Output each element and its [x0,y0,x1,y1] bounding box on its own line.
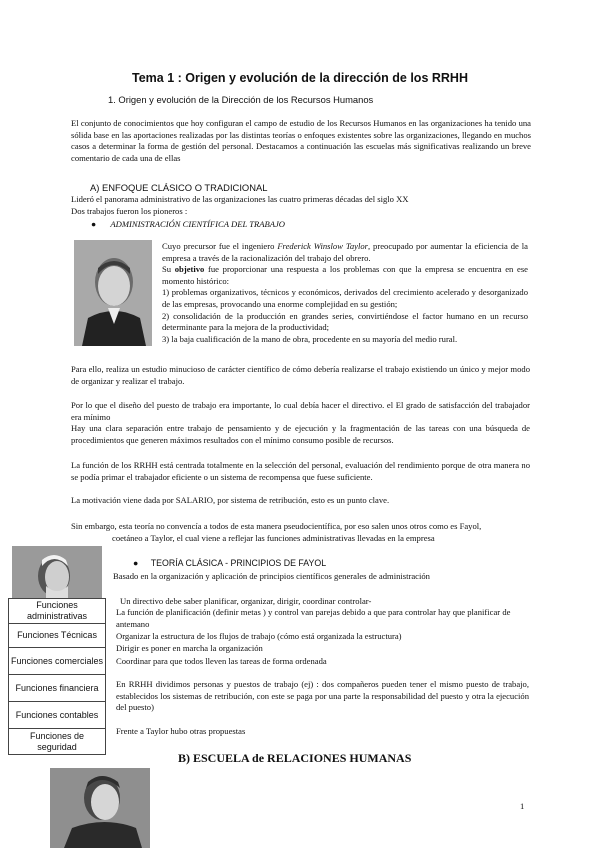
taylor-p1 [162,241,528,264]
paragraph-1: Para ello, realiza un estudio minucioso de carácter científico de cómo debería realizarse el trabajo existiendo un único y mejor modo de organizar y realizar el trabajo. [71,364,530,386]
intro-paragraph: El conjunto de conocimientos que hoy configuran el campo de estudio de los Recursos Humanos en las organizaciones ha tenido una sólida base en las aportaciones realizadas por las distintas teorías o enfoques existentes sobre las organizaciones, llegando en muchos casos a determinar la forma de gestión del personal. Destacamos a continuación las escuelas más significativas realizando un breve comentario de cada una de ellas [71,118,531,163]
paragraph-2a: Por lo que el diseño del puesto de trabajo era importante, lo cual debía hacer el directivo. el El grado de satisfacción del trabajador era mínimo [71,400,530,422]
taylor-p3: 1) problemas organizativos, técnicos y económicos, derivados del crecimiento acelerado y desorganizado de las empresas, provocando una enorme complejidad en su gestión; [162,287,528,309]
fayol-line6: En RRHH dividimos personas y puestos de trabajo (ej) : dos compañeros pueden tener el mismo puesto de trabajo, establecidos los sistemas de retribución, con este se paga por una parte la responsabilidad del puesto y otra la ejecución del puesto) [116,679,529,713]
page-subtitle: 1. Origen y evolución de la Dirección de los Recursos Humanos [108,94,374,105]
bullet-icon: ● [91,219,97,229]
bullet-text: ADMINISTRACIÓN CIENTÍFICA DEL TRABAJO [110,219,286,229]
function-item: Funciones financiera [8,675,106,702]
page-number: 1 [520,801,525,811]
section-a-line1: Lideró el panorama administrativo de las organizaciones las cuatro primeras décadas del siglo XX [71,194,409,204]
section-a-line2: Dos trabajos fueron los pioneros : [71,206,188,216]
taylor-block [162,241,528,345]
section-b-heading: B) ESCUELA de RELACIONES HUMANAS [178,751,412,765]
fayol-portrait [12,546,102,598]
taylor-portrait [74,240,152,346]
function-item: Funciones Técnicas [8,624,106,648]
section-a-heading: A) ENFOQUE CLÁSICO O TRADICIONAL [90,182,268,193]
function-item: Funciones contables [8,702,106,729]
fayol-line2: La función de planificación (definir metas ) y control van parejas debido a que para controlar hay que planificar de antemano [116,607,511,629]
paragraph-5a: Sin embargo, esta teoría no convencía a todos de esta manera pseudocientífica, por eso salen unos otros como es Fayol, [71,521,482,531]
function-item: Funciones administrativas [8,598,106,624]
fayol-line4: Dirigir es poner en marcha la organización [116,643,263,653]
bullet-icon: ● [133,558,139,568]
relaciones-portrait [50,768,150,848]
taylor-name: Frederick Winslow Taylor [277,241,368,251]
bullet-row [91,219,285,231]
fayol-basado: Basado en la organización y aplicación de principios científicos generales de administración [113,571,430,581]
taylor-p4: 2) consolidación de la producción en grandes series, convirtiéndose el factor humano en un recurso determinante para la mejora de la productividad; [162,310,528,333]
page-title: Tema 1 : Origen y evolución de la dirección de los RRHH [132,71,468,85]
taylor-p2 [162,264,528,287]
paragraph-5b: coetáneo a Taylor, el cual viene a reflejar las funciones administrativas llevadas en la empresa [112,533,435,543]
paragraph-2b: Hay una clara separación entre trabajo de pensamiento y de ejecución y la fragmentación de las tareas con una búsqueda de procedimientos que generen máximos resultados con el mínimo consumo posible de recursos. [71,423,530,445]
functions-list [8,598,106,755]
taylor-p1-post: , preocupado por aumentar la eficiencia de la empresa a través de la racionalización del trabajo del obrero. [162,241,528,263]
paragraph-3: La función de los RRHH está centrada totalmente en la selección del personal, evaluación del rendimiento porque de otra manera no se podía primar el trabajador eficiente o un sistema de recompensa que fuese suficiente. [71,460,530,482]
function-item: Funciones de seguridad [8,729,106,755]
paragraph-4: La motivación viene dada por SALARIO, por sistema de retribución, esto es un punto clave. [71,495,390,505]
fayol-line1: Un directivo debe saber planificar, organizar, dirigir, coordinar controlar- [120,596,372,606]
taylor-p2-post: fue proporcionar una respuesta a los problemas con que la empresa se encuentra en ese momento histórico: [162,264,528,286]
fayol-heading-row [133,558,326,568]
taylor-p5: 3) la baja cualificación de la mano de obra, procedente en su mayoría del medio rural. [162,333,458,344]
taylor-objetivo: objetivo [174,264,205,275]
fayol-line3: Organizar la estructura de los flujos de trabajo (cómo está organizada la estructura) [116,631,402,641]
fayol-line7: Frente a Taylor hubo otras propuestas [116,726,246,736]
fayol-line5: Coordinar para que todos lleven las tareas de forma ordenada [116,656,327,666]
function-item: Funciones comerciales [8,648,106,675]
taylor-p2-pre: Su [162,264,175,275]
fayol-heading: TEORÍA CLÁSICA - PRINCIPIOS DE FAYOL [150,558,327,568]
taylor-p1-pre: Cuyo precursor fue el ingeniero [162,241,278,251]
